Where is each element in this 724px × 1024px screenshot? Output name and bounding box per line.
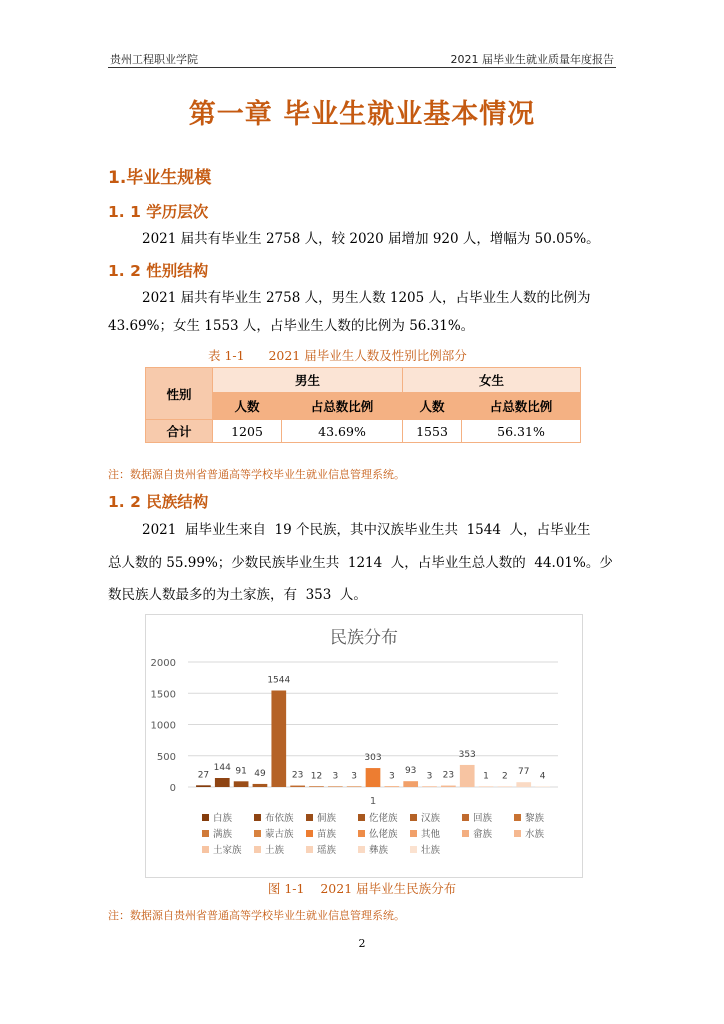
legend-label: 土族 <box>265 845 285 856</box>
section-title-gender: 1. 2 性别结构 <box>108 262 209 280</box>
bar-苗族 <box>366 768 381 787</box>
legend-swatch <box>254 814 261 821</box>
data-label: 1544 <box>267 675 291 686</box>
ethnicity-bar-chart <box>146 615 582 877</box>
legend-label: 水族 <box>525 829 545 840</box>
legend-label: 仫佬族 <box>369 829 398 840</box>
legend-swatch <box>306 846 313 853</box>
table-caption: 表 1-1 2021 届毕业生人数及性别比例部分 <box>208 348 467 363</box>
cell-male-ratio: 43.69% <box>282 420 403 443</box>
chapter-title: 第一章 毕业生就业基本情况 <box>188 99 536 130</box>
legend-label: 回族 <box>473 813 493 824</box>
th-male: 男生 <box>213 368 403 393</box>
bar-侗族 <box>234 781 249 787</box>
row-label-total: 合计 <box>146 420 213 443</box>
bar-汉族 <box>271 691 286 788</box>
bar-仡佬族 <box>253 784 268 787</box>
data-label: 4 <box>539 771 546 782</box>
legend-label: 畲族 <box>473 829 493 840</box>
legend-swatch <box>202 846 209 853</box>
legend-label: 蒙古族 <box>265 829 294 840</box>
data-label: 91 <box>235 766 247 777</box>
ethnicity-chart-frame <box>145 614 583 878</box>
legend-label: 土家族 <box>213 845 242 856</box>
data-label: 3 <box>426 771 433 782</box>
gender-table <box>145 367 581 443</box>
legend-swatch <box>306 814 313 821</box>
legend-swatch <box>254 830 261 837</box>
x-category-label: 1 <box>369 796 377 807</box>
legend-label: 壮族 <box>421 845 441 856</box>
th-female: 女生 <box>403 368 581 393</box>
data-label: 1 <box>483 771 489 782</box>
header-report-title: 2021 届毕业生就业质量年度报告 <box>450 53 614 66</box>
cell-female-count: 1553 <box>403 420 462 443</box>
legend-label: 汉族 <box>421 813 441 824</box>
data-label: 77 <box>518 767 530 778</box>
y-tick-label: 500 <box>156 751 176 763</box>
legend-swatch <box>410 814 417 821</box>
legend-swatch <box>358 846 365 853</box>
source-note-chart: 注：数据源自贵州省普通高等学校毕业生就业信息管理系统。 <box>108 909 405 922</box>
paragraph-gender-line1: 2021 届共有毕业生 2758 人，男生人数 1205 人，占毕业生人数的比例为 <box>142 290 591 306</box>
y-tick-label: 0 <box>169 783 176 794</box>
bar-布依族 <box>215 778 230 787</box>
bar-彝族 <box>516 782 531 787</box>
section-title-education-level: 1. 1 学历层次 <box>108 203 209 221</box>
legend-swatch <box>202 830 209 837</box>
legend-swatch <box>306 830 313 837</box>
bar-壮族 <box>535 786 550 787</box>
legend-swatch <box>514 814 521 821</box>
legend-label: 满族 <box>213 829 233 840</box>
bar-仫佬族 <box>384 786 399 787</box>
legend-label: 白族 <box>213 813 233 824</box>
data-label: 27 <box>197 770 210 781</box>
y-tick-label: 2000 <box>150 658 176 669</box>
data-label: 23 <box>442 770 455 781</box>
data-label: 303 <box>364 753 382 764</box>
legend-swatch <box>358 814 365 821</box>
legend-label: 瑶族 <box>317 845 337 856</box>
legend-label: 布依族 <box>265 813 294 824</box>
y-tick-label: 1500 <box>150 689 176 701</box>
paragraph-ethnicity-line3: 数民族人数最多的为土家族，有 353 人。 <box>108 587 367 603</box>
th-female-ratio: 占总数比例 <box>462 393 581 420</box>
paragraph-ethnicity-line2: 总人数的 55.99%；少数民族毕业生共 1214 人，占毕业生总人数的 44.01%。少 <box>108 555 613 571</box>
data-label: 353 <box>458 749 476 760</box>
cell-female-ratio: 56.31% <box>462 420 581 443</box>
legend-label: 仡佬族 <box>369 813 398 824</box>
legend-swatch <box>202 814 209 821</box>
th-female-count: 人数 <box>403 393 462 420</box>
th-gender: 性别 <box>146 368 213 420</box>
bar-瑶族 <box>498 786 513 787</box>
bar-畲族 <box>422 786 437 787</box>
bar-土族 <box>479 786 494 787</box>
bar-黎族 <box>309 786 324 787</box>
y-tick-label: 1000 <box>150 720 176 732</box>
bar-白族 <box>196 785 211 787</box>
bar-土家族 <box>460 765 475 787</box>
data-label: 93 <box>404 766 417 777</box>
legend-swatch <box>410 830 417 837</box>
data-label: 144 <box>213 763 231 773</box>
data-label: 12 <box>310 771 323 782</box>
data-label: 3 <box>332 771 339 782</box>
legend-swatch <box>514 830 521 837</box>
legend-label: 侗族 <box>317 813 337 824</box>
th-male-count: 人数 <box>213 393 282 420</box>
bar-满族 <box>328 786 343 787</box>
data-label: 49 <box>254 768 266 779</box>
legend-swatch <box>410 846 417 853</box>
legend-label: 彝族 <box>369 845 389 856</box>
data-label: 3 <box>351 771 358 782</box>
legend-swatch <box>358 830 365 837</box>
source-note-table: 注：数据源自贵州省普通高等学校毕业生就业信息管理系统。 <box>108 468 405 481</box>
bar-蒙古族 <box>347 786 362 787</box>
legend-label: 其他 <box>421 829 441 840</box>
figure-caption: 图 1-1 2021 届毕业生民族分布 <box>267 881 457 896</box>
legend-swatch <box>254 846 261 853</box>
paragraph-gender-line2: 43.69%；女生 1553 人，占毕业生人数的比例为 56.31%。 <box>108 318 475 334</box>
chart-title: 民族分布 <box>330 628 398 648</box>
th-male-ratio: 占总数比例 <box>282 393 403 420</box>
bar-回族 <box>290 786 305 787</box>
legend-swatch <box>462 830 469 837</box>
page-number: 2 <box>358 937 366 950</box>
data-label: 23 <box>291 770 304 781</box>
legend-swatch <box>462 814 469 821</box>
legend-label: 黎族 <box>525 813 545 824</box>
bar-其他 <box>403 781 418 787</box>
section-title-graduate-scale: 1.毕业生规模 <box>108 168 212 188</box>
cell-male-count: 1205 <box>213 420 282 443</box>
header-school-name: 贵州工程职业学院 <box>110 53 198 66</box>
data-label: 3 <box>388 771 395 782</box>
bar-水族 <box>441 786 456 787</box>
section-title-ethnicity: 1. 2 民族结构 <box>108 493 209 511</box>
paragraph-ethnicity-line1: 2021 届毕业生来自 19 个民族，其中汉族毕业生共 1544 人，占毕业生 <box>142 522 591 538</box>
paragraph-education-level: 2021 届共有毕业生 2758 人，较 2020 届增加 920 人，增幅为 50.05%。 <box>142 231 600 247</box>
data-label: 2 <box>502 771 508 782</box>
header-divider <box>108 67 616 68</box>
legend-label: 苗族 <box>317 829 337 840</box>
